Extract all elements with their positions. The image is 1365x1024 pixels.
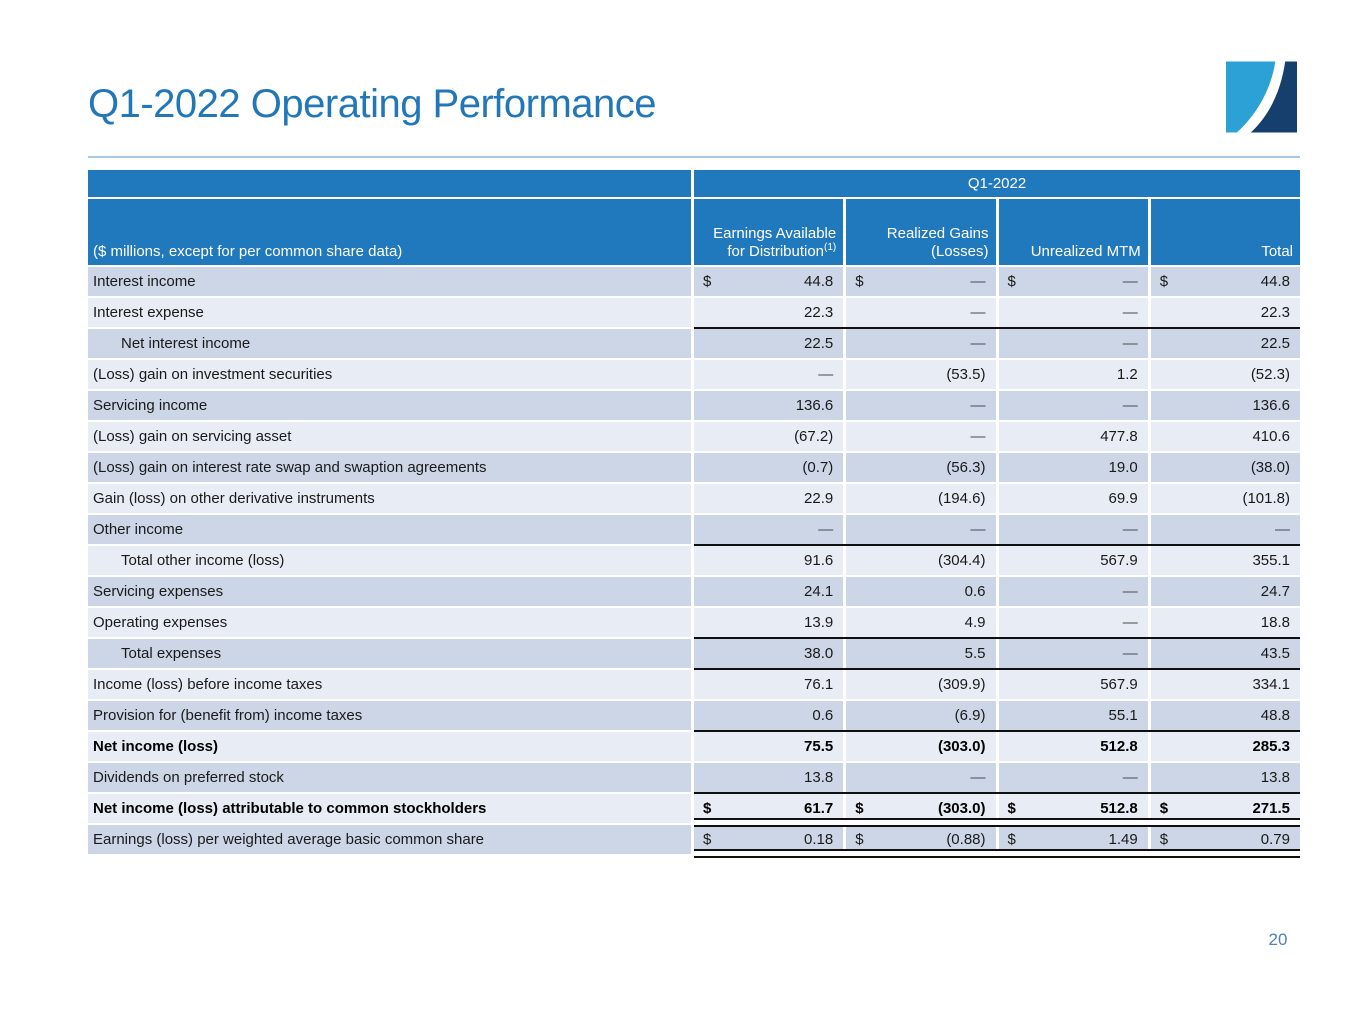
cell-value: —: [1122, 521, 1138, 538]
value-cell: [694, 453, 843, 482]
column-header-line: Total: [1261, 242, 1293, 260]
table-row: [88, 763, 1300, 792]
value-cell: [999, 484, 1148, 513]
dollar-sign: $: [1159, 800, 1169, 817]
table-row: [88, 639, 1300, 668]
double-underline: [694, 818, 1300, 827]
value-cell: [694, 639, 843, 668]
cell-value: (52.3): [1250, 366, 1290, 383]
dollar-sign: $: [1007, 800, 1016, 817]
cell-value: (53.5): [946, 366, 986, 383]
value-cell: [1151, 267, 1300, 296]
value-cell: [846, 453, 995, 482]
value-cell: [1151, 515, 1300, 544]
cell-value: 38.0: [804, 645, 834, 662]
table-row: [88, 360, 1300, 389]
cell-value: (0.7): [802, 459, 834, 476]
value-cell: [694, 577, 843, 606]
title-divider: [88, 156, 1300, 158]
value-cell: [999, 360, 1148, 389]
value-cell: [846, 546, 995, 575]
dollar-sign: $: [1159, 831, 1169, 848]
table-body: [88, 267, 1300, 854]
row-label: Earnings (loss) per weighted average basic common share: [88, 825, 691, 854]
table-row: [88, 391, 1300, 420]
value-cell: [846, 701, 995, 730]
cell-value: —: [970, 769, 986, 786]
column-header-line: for Distribution$^{(1)}$: [727, 241, 837, 260]
row-label: Provision for (benefit from) income taxes: [88, 701, 691, 730]
value-cell: [694, 670, 843, 699]
row-label: Other income: [88, 515, 691, 544]
value-cell: [846, 670, 995, 699]
value-cell: [999, 267, 1148, 296]
cell-value: 75.5: [804, 738, 834, 755]
value-cell: [999, 546, 1148, 575]
value-cell: [846, 329, 995, 358]
cell-value: (194.6): [937, 490, 986, 507]
value-cell: [694, 267, 843, 296]
value-cell: [999, 422, 1148, 451]
cell-value: 136.6: [795, 397, 834, 414]
cell-value: —: [1122, 583, 1138, 600]
cell-value: (56.3): [946, 459, 986, 476]
row-label: (Loss) gain on interest rate swap and swaption agreements: [88, 453, 691, 482]
cell-value: 136.6: [1252, 397, 1290, 414]
value-cell: [1151, 701, 1300, 730]
value-cell: [846, 267, 995, 296]
table-row: [88, 329, 1300, 358]
cell-value: 48.8: [1260, 707, 1290, 724]
single-underline: [694, 730, 1300, 732]
cell-value: 76.1: [804, 676, 834, 693]
cell-value: 61.7: [804, 800, 834, 817]
value-cell: [999, 763, 1148, 792]
value-cell: [999, 329, 1148, 358]
financial-table: [88, 170, 1300, 856]
value-cell: [846, 360, 995, 389]
cell-value: 271.5: [1252, 800, 1290, 817]
cell-value: —: [818, 366, 834, 383]
row-label: Dividends on preferred stock: [88, 763, 691, 792]
cell-value: 0.6: [964, 583, 986, 600]
cell-value: 22.5: [804, 335, 834, 352]
column-header-ead: [694, 199, 843, 265]
table-row: [88, 670, 1300, 699]
period-banner: Q1-2022: [694, 170, 1300, 197]
dollar-sign: $: [703, 831, 712, 848]
row-label: Net income (loss) attributable to common stockholders: [88, 794, 691, 823]
row-label: (Loss) gain on servicing asset: [88, 422, 691, 451]
cell-value: —: [818, 521, 834, 538]
cell-value: 91.6: [804, 552, 834, 569]
value-cell: [846, 298, 995, 327]
cell-value: 44.8: [1260, 273, 1290, 290]
value-cell: [694, 546, 843, 575]
value-cell: [846, 732, 995, 761]
cell-value: (38.0): [1250, 459, 1290, 476]
row-label: Total expenses: [88, 639, 691, 668]
double-underline: [694, 849, 1300, 858]
row-label: Gain (loss) on other derivative instruments: [88, 484, 691, 513]
value-cell: [846, 608, 995, 637]
value-cell: [694, 391, 843, 420]
value-cell: [694, 515, 843, 544]
table-row: [88, 732, 1300, 761]
table-header-row: [88, 199, 1300, 265]
cell-value: 512.8: [1100, 800, 1138, 817]
single-underline: [694, 544, 1300, 546]
column-header-unrealized-mtm: [999, 199, 1148, 265]
cell-value: 0.79: [1260, 831, 1290, 848]
cell-value: 13.8: [804, 769, 834, 786]
value-cell: [694, 360, 843, 389]
dollar-sign: $: [855, 273, 864, 290]
cell-value: —: [970, 273, 986, 290]
value-cell: [1151, 608, 1300, 637]
cell-value: 1.49: [1108, 831, 1138, 848]
value-cell: [1151, 360, 1300, 389]
cell-value: 24.7: [1260, 583, 1290, 600]
value-cell: [999, 298, 1148, 327]
cell-value: 24.1: [804, 583, 834, 600]
cell-value: 44.8: [804, 273, 834, 290]
table-row: [88, 453, 1300, 482]
value-cell: [694, 484, 843, 513]
cell-value: —: [970, 397, 986, 414]
table-row: [88, 298, 1300, 327]
cell-value: —: [1122, 769, 1138, 786]
cell-value: —: [1122, 304, 1138, 321]
cell-value: —: [1122, 645, 1138, 662]
value-cell: [999, 453, 1148, 482]
cell-value: (6.9): [954, 707, 986, 724]
value-cell: [846, 484, 995, 513]
cell-value: 334.1: [1252, 676, 1290, 693]
column-header-total: [1151, 199, 1300, 265]
dollar-sign: $: [1159, 273, 1169, 290]
row-label: Total other income (loss): [88, 546, 691, 575]
page-title: Q1-2022 Operating Performance: [88, 82, 657, 126]
value-cell: [1151, 484, 1300, 513]
row-label: Net interest income: [88, 329, 691, 358]
units-note: ($ millions, except for per common share data): [88, 199, 691, 265]
table-row: [88, 484, 1300, 513]
cell-value: —: [970, 428, 986, 445]
value-cell: [999, 732, 1148, 761]
column-header-line: Unrealized MTM: [1030, 242, 1141, 260]
dollar-sign: $: [1007, 273, 1016, 290]
value-cell: [999, 577, 1148, 606]
value-cell: [846, 422, 995, 451]
dollar-sign: $: [855, 800, 864, 817]
cell-value: —: [1122, 614, 1138, 631]
cell-value: (0.88): [946, 831, 986, 848]
value-cell: [846, 763, 995, 792]
cell-value: 43.5: [1260, 645, 1290, 662]
value-cell: [694, 701, 843, 730]
value-cell: [694, 763, 843, 792]
cell-value: (303.0): [937, 800, 986, 817]
cell-value: (101.8): [1242, 490, 1290, 507]
value-cell: [846, 639, 995, 668]
table-row: [88, 267, 1300, 296]
cell-value: (309.9): [937, 676, 986, 693]
value-cell: [1151, 639, 1300, 668]
cell-value: 567.9: [1100, 552, 1138, 569]
value-cell: [846, 577, 995, 606]
dollar-sign: $: [703, 800, 712, 817]
value-cell: [1151, 329, 1300, 358]
dollar-sign: $: [1007, 831, 1016, 848]
cell-value: 285.3: [1252, 738, 1290, 755]
cell-value: 1.2: [1116, 366, 1138, 383]
column-header-realized: [846, 199, 995, 265]
column-header-line: Earnings Available: [713, 225, 837, 243]
cell-value: 355.1: [1252, 552, 1290, 569]
page-number: 20: [1268, 930, 1288, 949]
value-cell: [999, 515, 1148, 544]
cell-value: —: [970, 521, 986, 538]
column-header-line: Realized Gains: [886, 225, 989, 243]
value-cell: [999, 701, 1148, 730]
column-header-line: (Losses): [930, 242, 989, 260]
row-label: Income (loss) before income taxes: [88, 670, 691, 699]
single-underline: [694, 637, 1300, 639]
cell-value: 69.9: [1108, 490, 1138, 507]
value-cell: [1151, 298, 1300, 327]
row-label: Interest income: [88, 267, 691, 296]
cell-value: —: [970, 335, 986, 352]
table-row: [88, 701, 1300, 730]
value-cell: [1151, 732, 1300, 761]
footnote-marker: (1): [824, 241, 837, 253]
cell-value: 22.3: [804, 304, 834, 321]
table-row: [88, 608, 1300, 637]
row-label: Net income (loss): [88, 732, 691, 761]
cell-value: 18.8: [1260, 614, 1290, 631]
value-cell: [999, 670, 1148, 699]
cell-value: 22.3: [1260, 304, 1290, 321]
row-label: (Loss) gain on investment securities: [88, 360, 691, 389]
cell-value: 567.9: [1100, 676, 1138, 693]
cell-value: 55.1: [1108, 707, 1138, 724]
company-logo-icon: [1226, 61, 1297, 133]
row-label: Operating expenses: [88, 608, 691, 637]
value-cell: [999, 639, 1148, 668]
table-row: [88, 546, 1300, 575]
cell-value: —: [1275, 521, 1290, 538]
dollar-sign: $: [855, 831, 864, 848]
value-cell: [999, 608, 1148, 637]
value-cell: [846, 391, 995, 420]
single-underline: [694, 668, 1300, 670]
cell-value: —: [970, 304, 986, 321]
cell-value: 512.8: [1100, 738, 1138, 755]
cell-value: —: [1122, 335, 1138, 352]
value-cell: [1151, 546, 1300, 575]
cell-value: (67.2): [794, 428, 834, 445]
cell-value: 5.5: [964, 645, 986, 662]
value-cell: [694, 329, 843, 358]
value-cell: [1151, 422, 1300, 451]
cell-value: 477.8: [1100, 428, 1138, 445]
value-cell: [1151, 763, 1300, 792]
value-cell: [846, 515, 995, 544]
banner-spacer-cell: [88, 170, 691, 197]
dollar-sign: $: [703, 273, 712, 290]
row-label: Servicing income: [88, 391, 691, 420]
cell-value: 19.0: [1108, 459, 1138, 476]
table-row: [88, 515, 1300, 544]
cell-value: (303.0): [937, 738, 986, 755]
value-cell: [1151, 670, 1300, 699]
cell-value: 0.6: [812, 707, 834, 724]
single-underline: [694, 792, 1300, 794]
cell-value: 22.9: [804, 490, 834, 507]
row-label: Interest expense: [88, 298, 691, 327]
single-underline: [694, 327, 1300, 329]
value-cell: [694, 422, 843, 451]
cell-value: 22.5: [1260, 335, 1290, 352]
value-cell: [1151, 453, 1300, 482]
table-row: [88, 422, 1300, 451]
value-cell: [694, 608, 843, 637]
value-cell: [694, 298, 843, 327]
row-label: Servicing expenses: [88, 577, 691, 606]
cell-value: —: [1122, 273, 1138, 290]
table-row: [88, 825, 1300, 854]
value-cell: [694, 732, 843, 761]
cell-value: 410.6: [1252, 428, 1290, 445]
table-banner-row: [88, 170, 1300, 197]
table-row: [88, 577, 1300, 606]
cell-value: 0.18: [804, 831, 834, 848]
cell-value: (304.4): [937, 552, 986, 569]
value-cell: [1151, 577, 1300, 606]
value-cell: [1151, 391, 1300, 420]
cell-value: —: [1122, 397, 1138, 414]
cell-value: 13.9: [804, 614, 834, 631]
cell-value: 4.9: [964, 614, 986, 631]
table-row: [88, 794, 1300, 823]
value-cell: [999, 391, 1148, 420]
cell-value: 13.8: [1260, 769, 1290, 786]
